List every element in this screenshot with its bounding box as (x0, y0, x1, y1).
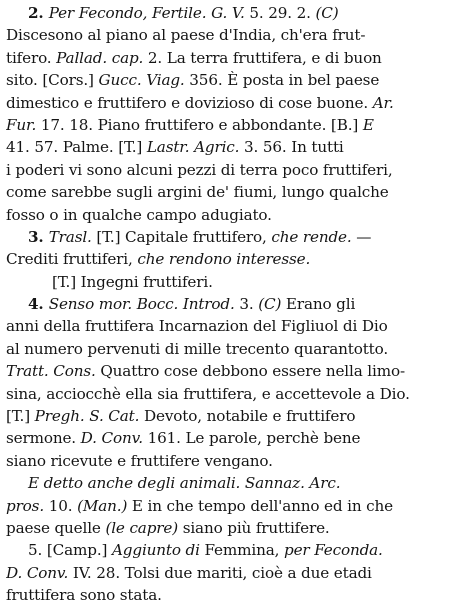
entry-line (6, 47, 462, 69)
entry-line (6, 204, 462, 226)
dictionary-entry-5 (6, 539, 462, 606)
entry-line (6, 315, 462, 337)
citation-text: (C) (315, 4, 339, 22)
dictionary-entry-2 (6, 2, 462, 226)
entry-text: fruttifera sono stata. (6, 586, 162, 605)
citation-text: E (362, 115, 374, 134)
citation-text: che rende. (271, 227, 352, 246)
entry-text: E in che tempo dell'anno ed in che (127, 496, 393, 515)
sense-number: 3. (28, 227, 49, 246)
entry-text: Crediti fruttiferi, (6, 250, 138, 269)
citation-text: Aggiunto di (111, 541, 205, 560)
dictionary-page (6, 2, 462, 607)
dictionary-entry-3 (6, 226, 462, 293)
entry-text: 17. 18. Piano fruttifero e abbondante. [B.] (40, 115, 363, 134)
entry-line (6, 427, 462, 449)
citation-text: Per Fecondo, Fertile. G. V. (48, 4, 250, 22)
entry-line (6, 248, 462, 270)
entry-line (6, 271, 462, 293)
entry-text: Erano gli (281, 295, 356, 314)
entry-text: 5. [Camp.] (28, 541, 112, 560)
entry-line (6, 539, 462, 561)
citation-text: D. Conv. (80, 429, 148, 448)
entry-text: al numero pervenuti di mille trecento quarantotto. (6, 339, 389, 358)
entry-text: 2. La terra fruttifera, e di buon (147, 48, 382, 67)
entry-line (6, 338, 462, 360)
entry-text: siano ricevute e fruttifere vengano. (6, 451, 273, 470)
entry-text: anni della fruttifera Incarnazion del Figliuol di Dio (6, 317, 388, 336)
citation-text: che rendono interesse. (137, 250, 311, 269)
citation-text: E detto anche degli animali. Sannaz. Arc. (28, 474, 341, 493)
entry-text: 10. (48, 496, 78, 515)
entry-line (6, 159, 462, 181)
citation-text: Tratt. Cons. (6, 362, 101, 381)
citation-text: pros. (6, 496, 49, 515)
sense-number: 2. (28, 4, 49, 22)
entry-text: Femmina, (204, 541, 284, 560)
entry-line (6, 517, 462, 539)
entry-text: sito. [Cors.] (6, 71, 99, 90)
citation-text: per Feconda. (284, 541, 383, 560)
entry-line (6, 293, 462, 315)
entry-line (6, 2, 462, 24)
entry-text: IV. 28. Tolsi due mariti, cioè a due etadi (72, 563, 372, 582)
entry-text: 161. Le parole, perchè bene (147, 429, 361, 448)
entry-line (6, 360, 462, 382)
citation-text: Pallad. cap. (56, 48, 148, 67)
entry-text: i poderi vi sono alcuni pezzi di terra poco fruttiferi, (6, 160, 393, 179)
entry-text: [T.] (6, 407, 35, 426)
citation-text: Lastr. Agric. (146, 138, 245, 157)
entry-text: sina, acciocchè ella sia fruttifera, e accettevole a Dio. (6, 384, 410, 403)
entry-text: paese quelle (6, 518, 106, 537)
entry-line (6, 114, 462, 136)
entry-line (6, 24, 462, 46)
entry-line (6, 226, 462, 248)
entry-line (6, 495, 462, 517)
entry-line (6, 584, 462, 606)
entry-line (6, 136, 462, 158)
entry-text: 5. 29. 2. (249, 4, 316, 22)
entry-text: siano più fruttifere. (178, 518, 330, 537)
entry-line (6, 383, 462, 405)
citation-text: (le capre) (105, 518, 179, 537)
entry-line (6, 92, 462, 114)
entry-text: Quattro cose debbono essere nella limo- (100, 362, 405, 381)
entry-line (6, 69, 462, 91)
citation-text: D. Conv. (6, 563, 73, 582)
entry-text: sermone. (6, 429, 81, 448)
entry-line (6, 472, 462, 494)
citation-text: (C) (258, 295, 282, 314)
entry-line (6, 450, 462, 472)
entry-text: [T.] Capitale fruttifero, (96, 227, 272, 246)
entry-text: — (351, 227, 372, 246)
entry-text: 356. È posta in bel paese (189, 71, 380, 90)
entry-text: tifero. (6, 48, 57, 67)
entry-line (6, 405, 462, 427)
citation-text: Ar. (372, 93, 394, 112)
entry-text: [T.] Ingegni fruttiferi. (52, 272, 213, 291)
citation-text: Senso mor. Bocc. Introd. (48, 295, 240, 314)
entry-text: 41. 57. Palme. [T.] (6, 138, 147, 157)
citation-text: Fur. (6, 115, 41, 134)
citation-text: Pregh. S. Cat. (34, 407, 144, 426)
entry-text: 3. (239, 295, 259, 314)
entry-line (6, 181, 462, 203)
entry-text: Devoto, notabile e fruttifero (143, 407, 356, 426)
entry-text: 3. 56. In tutti (244, 138, 344, 157)
citation-text: (Man.) (77, 496, 128, 515)
entry-text: come sarebbe sugli argini de' fiumi, lungo qualche (6, 183, 389, 202)
citation-text: Trasl. (48, 227, 97, 246)
entry-text: Discesono al piano al paese d'India, ch'era frut- (6, 26, 366, 45)
citation-text: Gucc. Viag. (98, 71, 190, 90)
entry-text: fosso o in qualche campo adugiato. (6, 205, 272, 224)
sense-number: 4. (28, 295, 49, 314)
entry-text: dimestico e fruttifero e dovizioso di cose buone. (6, 93, 373, 112)
entry-line (6, 562, 462, 584)
dictionary-entry-4 (6, 293, 462, 539)
